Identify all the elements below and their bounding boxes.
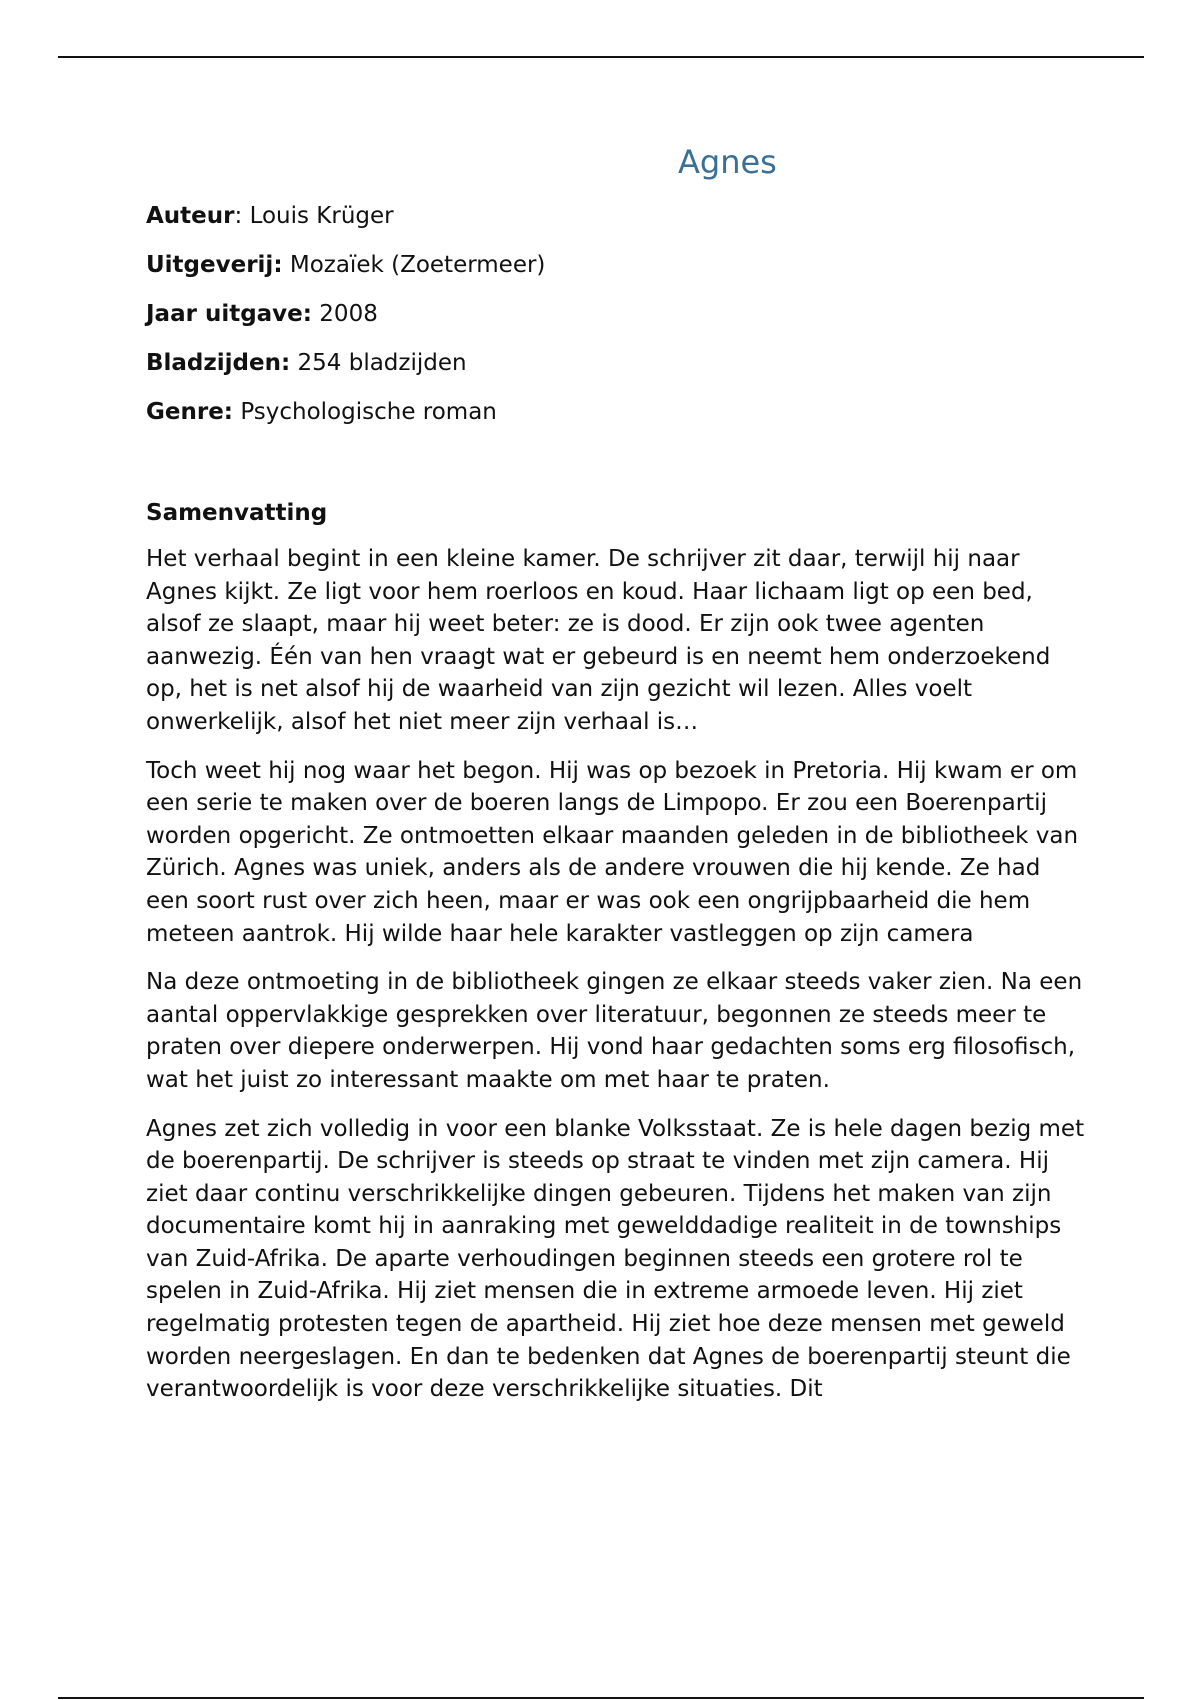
detail-author [146, 200, 1086, 232]
summary-paragraph: Toch weet hij nog waar het begon. Hij was op bezoek in Pretoria. Hij kwam er om een serie te maken over de boeren langs de Limpopo. Er zou een Boerenpartij worden opgericht. Ze ontmoetten elkaar maanden geleden in de bibliotheek van Zürich. Agnes was uniek, anders als de andere vrouwen die hij kende. Ze had een soort rust over zich heen, maar er was ook een ongrijpbaarheid die hem meteen aantrok. Hij wilde haar hele karakter vastleggen op zijn camera [146, 757, 1079, 947]
detail-value: Mozaïek (Zoetermeer) [289, 252, 546, 278]
detail-label: Jaar uitgave: [146, 301, 312, 327]
summary-paragraph: Het verhaal begint in een kleine kamer. De schrijver zit daar, terwijl hij naar Agnes kijkt. Ze ligt voor hem roerloos en koud. Haar lichaam ligt op een bed, alsof ze slaapt, maar hij weet beter: ze is dood. Er zijn ook twee agenten aanwezig. Één van hen vraagt wat er gebeurd is en neemt hem onderzoekend op, het is net alsof hij de waarheid van zijn gezicht wil lezen. Alles voelt onwerkelijk, alsof het niet meer zijn verhaal is… [146, 546, 1051, 735]
header-rule [58, 56, 1144, 58]
footer-rule [58, 1697, 1144, 1699]
detail-value: 254 bladzijden [297, 350, 467, 376]
detail-value: Louis Krüger [249, 203, 394, 229]
summary-paragraph: Agnes zet zich volledig in voor een blanke Volksstaat. Ze is hele dagen bezig met de boerenpartij. De schrijver is steeds op straat te vinden met zijn camera. Hij ziet daar continu verschrikkelijke dingen gebeuren. Tijdens het maken van zijn documentaire komt hij in aanraking met gewelddadige realiteit in de townships van Zuid-Afrika. De aparte verhoudingen beginnen steeds een grotere rol te spelen in Zuid-Afrika. Hij ziet mensen die in extreme armoede leven. Hij ziet regelmatig protesten tegen de apartheid. Hij ziet hoe deze mensen met geweld worden neergeslagen. En dan te bedenken dat Agnes de boerenpartij steunt die verantwoordelijk is voor deze verschrikkelijke situaties. Dit [146, 1115, 1085, 1403]
detail-separator: : [234, 203, 250, 229]
detail-year [146, 298, 1086, 330]
detail-separator [283, 252, 290, 278]
detail-label: Bladzijden: [146, 350, 291, 376]
detail-label: Genre: [146, 399, 233, 425]
detail-separator [290, 350, 297, 376]
document-title: Agnes [678, 143, 777, 181]
summary-heading: Samenvatting [146, 500, 328, 526]
book-details [146, 200, 1086, 445]
detail-genre [146, 396, 1086, 428]
detail-label: Uitgeverij: [146, 252, 283, 278]
summary-paragraph: Na deze ontmoeting in de bibliotheek gingen ze elkaar steeds vaker zien. Na een aantal oppervlakkige gesprekken over literatuur, begonnen ze steeds meer te praten over diepere onderwerpen. Hij vond haar gedachten soms erg filosofisch, wat het juist zo interessant maakte om met haar te praten. [146, 969, 1083, 1093]
detail-publisher [146, 249, 1086, 281]
detail-value: 2008 [319, 301, 378, 327]
detail-value: Psychologische roman [240, 399, 497, 425]
detail-pages [146, 347, 1086, 379]
summary-section [146, 497, 1086, 1422]
detail-label: Auteur [146, 203, 235, 229]
